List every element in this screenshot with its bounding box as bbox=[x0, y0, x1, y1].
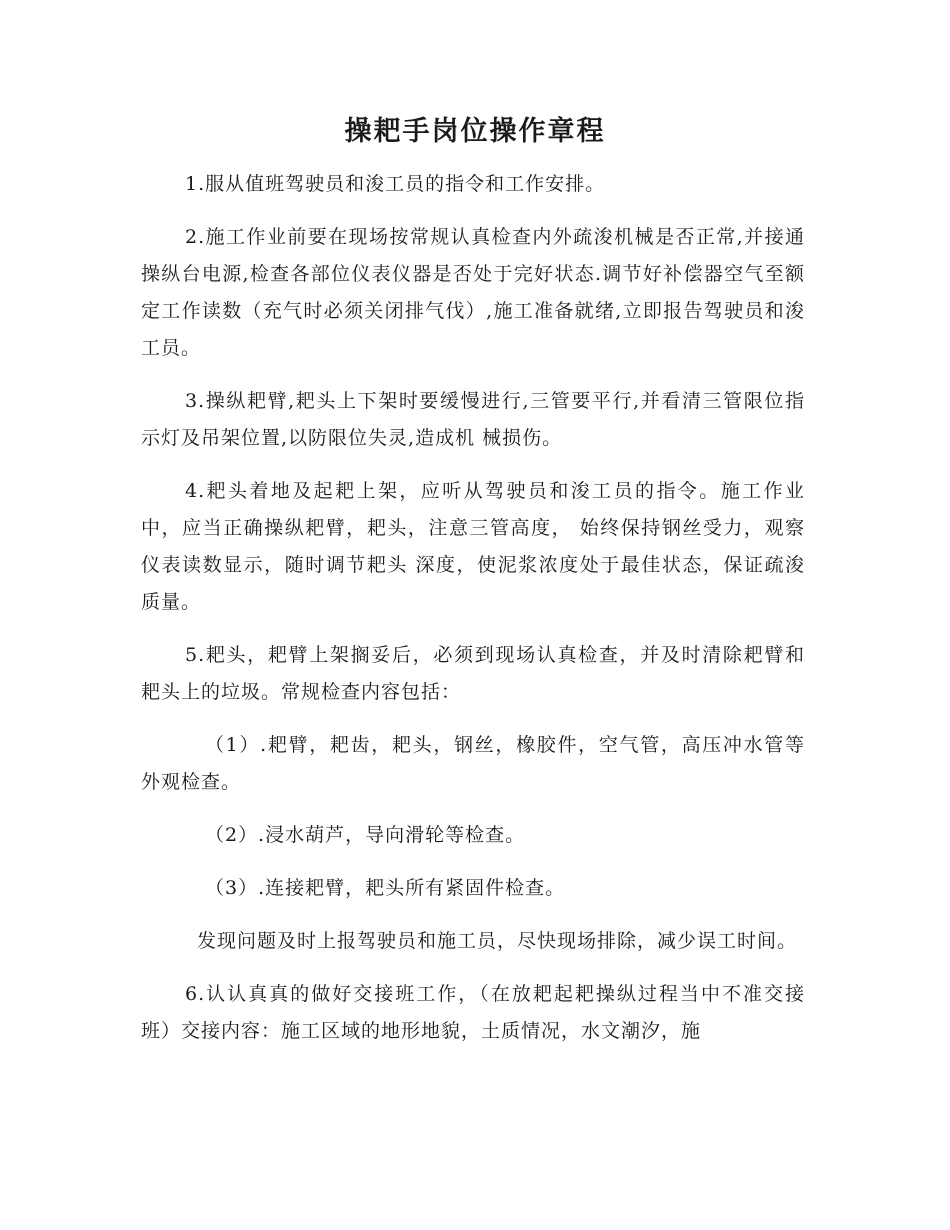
paragraph-2: 2.施工作业前要在现场按常规认真检查内外疏浚机械是否正常,并接通操纵台电源,检查各部位仪表仪器是否处于完好状态.调节好补偿器空气至额定工作读数（充气时必须关闭排气伐）,施工准备就绪,立即报告驾驶员和浚工员。 bbox=[141, 226, 805, 359]
check-item-3: （3）.连接耙臂，耙头所有紧固件检查。 bbox=[205, 877, 566, 899]
paragraph-5: 5.耙头，耙臂上架搁妥后，必须到现场认真检查，并及时清除耙臂和耙头上的垃圾。常规检查内容包括： bbox=[141, 644, 805, 703]
paragraph-6: 6.认认真真的做好交接班工作，（在放耙起耙操纵过程当中不准交接班）交接内容：施工区域的地形地貌，土质情况，水文潮汐，施 bbox=[141, 983, 805, 1042]
check-item-1: （1）.耙臂，耙齿，耙头，钢丝，橡胶件，空气管，高压冲水管等外观检查。 bbox=[141, 734, 805, 793]
paragraph-4: 4.耙头着地及起耙上架，应听从驾驶员和浚工员的指令。施工作业中，应当正确操纵耙臂，耙头，注意三管高度， 始终保持钢丝受力，观察仪表读数显示，随时调节耙头 深度，使泥浆浓度处于最佳状态，保证疏浚质量。 bbox=[141, 480, 805, 613]
document-body bbox=[141, 166, 805, 1050]
report-note: 发现问题及时上报驾驶员和施工员，尽快现场排除，减少误工时间。 bbox=[197, 930, 798, 952]
paragraph-1: 1.服从值班驾驶员和浚工员的指令和工作安排。 bbox=[185, 173, 606, 195]
check-item-2: （2）.浸水葫芦，导向滑轮等检查。 bbox=[205, 824, 526, 846]
paragraph-3: 3.操纵耙臂,耙头上下架时要缓慢进行,三管要平行,并看清三管限位指示灯及吊架位置,以防限位失灵,造成机 械损伤。 bbox=[141, 390, 805, 449]
document-title: 操耙手岗位操作章程 bbox=[344, 116, 606, 147]
